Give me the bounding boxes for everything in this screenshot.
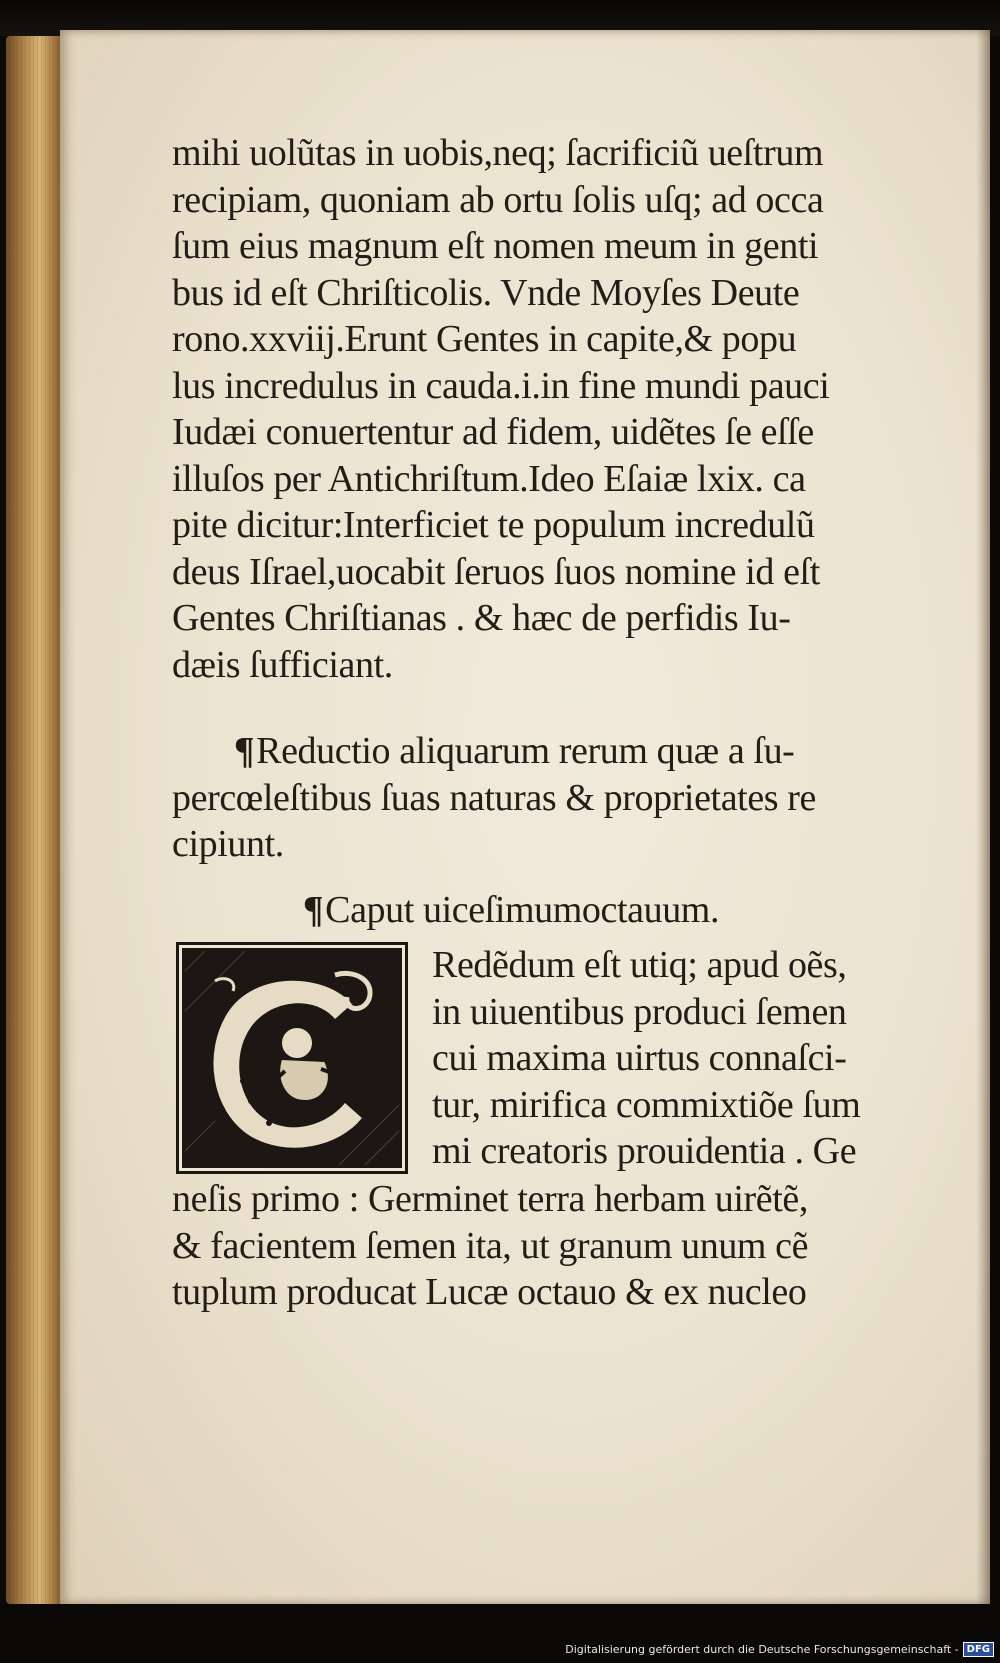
pilcrow-mark: ¶ [303, 889, 324, 931]
text-line: cipiunt. [172, 823, 284, 865]
text-line: Redẽdum eſt utiq; apud oẽs, [432, 944, 847, 986]
text-line-content: Reductio aliquarum rerum quæ a ſu- [256, 730, 795, 772]
text-line: bus id eſt Chriſticolis. Vnde Moyſes Deute [172, 271, 800, 314]
pilcrow-mark: ¶ [234, 730, 255, 772]
text-line: deus Iſrael,uocabit ſeruos ſuos nomine id eſt [172, 550, 820, 593]
text-line: mi creatoris prouidentia . Ge [432, 1130, 857, 1172]
text-line: illuſos per Antichriſtum.Ideo Eſaiæ lxix. ca [172, 457, 806, 500]
text-line: cui maxima uirtus connaſci- [432, 1037, 847, 1079]
text-line: in uiuentibus produci ſemen [432, 990, 847, 1033]
page-gutter-shadow [976, 30, 990, 1604]
text-line: percœleſtibus ſuas naturas & proprietates re [172, 776, 817, 819]
text-line: recipiam, quoniam ab ortu ſolis uſq; ad occa [172, 178, 824, 221]
funding-credit [565, 1642, 994, 1657]
text-line: ſum eius magnum eſt nomen meum in genti [172, 225, 819, 267]
text-line: rono.xxviij.Erunt Gentes in capite,& popu [172, 318, 797, 360]
book-fore-edge [6, 36, 62, 1604]
text-line: dæis ſufficiant. [172, 643, 393, 686]
text-line: neſis primo : Germinet terra herbam uirẽtẽ, [172, 1178, 808, 1220]
paragraph-1 [172, 130, 829, 688]
text-line: tur, mirifica commixtiõe ſum [432, 1083, 861, 1126]
text-line [172, 728, 816, 775]
bottom-background [0, 1604, 1000, 1663]
decorated-initial [182, 948, 402, 1168]
chapter-heading [303, 888, 719, 932]
text-line: lus incredulus in cauda.i.in fine mundi pauci [172, 364, 830, 407]
paragraph-3 [172, 1176, 808, 1316]
dfg-logo-icon: DFG [963, 1642, 994, 1657]
text-line: & facientem ſemen ita, ut granum unum cẽ [172, 1224, 809, 1267]
text-line: tuplum producat Lucæ octauo & ex nucleo [172, 1271, 807, 1313]
text-line: mihi uolũtas in uobis,neq; ſacrificiũ ueſtrum [172, 132, 824, 174]
credit-text: Digitalisierung gefördert durch die Deutsche Forschungsgemeinschaft - [565, 1643, 959, 1656]
woodcut-initial-c-icon [185, 951, 399, 1165]
text-line: Gentes Chriſtianas . & hæc de perfidis Iu- [172, 597, 791, 639]
initial-paragraph [432, 942, 860, 1175]
section-title [172, 728, 816, 868]
text-line: Iudæi conuertentur ad fidem, uidẽtes ſe eſſe [172, 411, 814, 453]
chapter-heading-text: Caput uiceſimumoctauum. [325, 889, 720, 931]
text-line: pite dicitur:Interficiet te populum incredulũ [172, 504, 815, 546]
